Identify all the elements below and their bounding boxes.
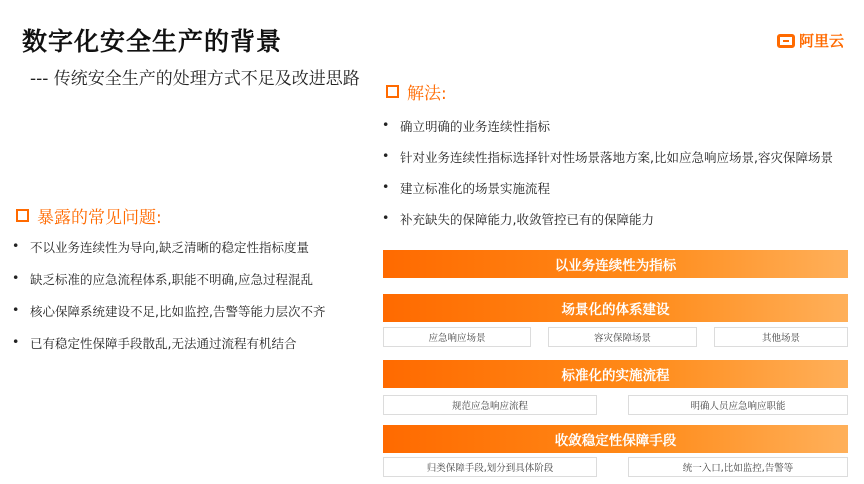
scenario-chip: 容灾保障场景	[548, 327, 697, 347]
list-item: • 核心保障系统建设不足,比如监控,告警等能力层次不齐	[10, 302, 325, 334]
converge-chip: 统一入口,比如监控,告警等	[628, 457, 848, 477]
list-item: • 建立标准化的场景实施流程	[380, 179, 833, 210]
process-chip: 明确人员应急响应职能	[628, 395, 848, 415]
aliyun-logo-icon	[777, 34, 795, 48]
page-subtitle: --- 传统安全生产的处理方式不足及改进思路	[30, 69, 360, 89]
list-item: • 补充缺失的保障能力,收敛管控已有的保障能力	[380, 210, 833, 241]
square-bullet-icon	[386, 85, 399, 98]
list-item: • 已有稳定性保障手段散乱,无法通过流程有机结合	[10, 334, 325, 366]
process-bar: 标准化的实施流程	[383, 360, 848, 388]
square-bullet-icon	[16, 209, 29, 222]
converge-chip: 归类保障手段,划分到具体阶段	[383, 457, 597, 477]
problems-heading-label: 暴露的常见问题:	[37, 208, 162, 228]
scenario-chip: 应急响应场景	[383, 327, 531, 347]
process-chip: 规范应急响应流程	[383, 395, 597, 415]
solutions-heading	[386, 79, 447, 104]
list-item: • 确立明确的业务连续性指标	[380, 117, 833, 148]
solutions-list	[380, 117, 833, 241]
scenario-chip: 其他场景	[714, 327, 848, 347]
list-item: • 缺乏标准的应急流程体系,职能不明确,应急过程混乱	[10, 270, 325, 302]
metric-bar: 以业务连续性为指标	[383, 250, 848, 278]
converge-bar: 收敛稳定性保障手段	[383, 425, 848, 453]
list-item: • 针对业务连续性指标选择针对性场景落地方案,比如应急响应场景,容灾保障场景	[380, 148, 833, 179]
logo-text: 阿里云	[798, 32, 844, 50]
problems-heading	[16, 203, 162, 228]
problems-list	[10, 238, 325, 366]
list-item: • 不以业务连续性为导向,缺乏清晰的稳定性指标度量	[10, 238, 325, 270]
scenario-bar: 场景化的体系建设	[383, 294, 848, 322]
brand-logo	[777, 30, 844, 51]
page-title: 数字化安全生产的背景	[22, 27, 283, 56]
solutions-heading-label: 解法:	[407, 84, 447, 104]
